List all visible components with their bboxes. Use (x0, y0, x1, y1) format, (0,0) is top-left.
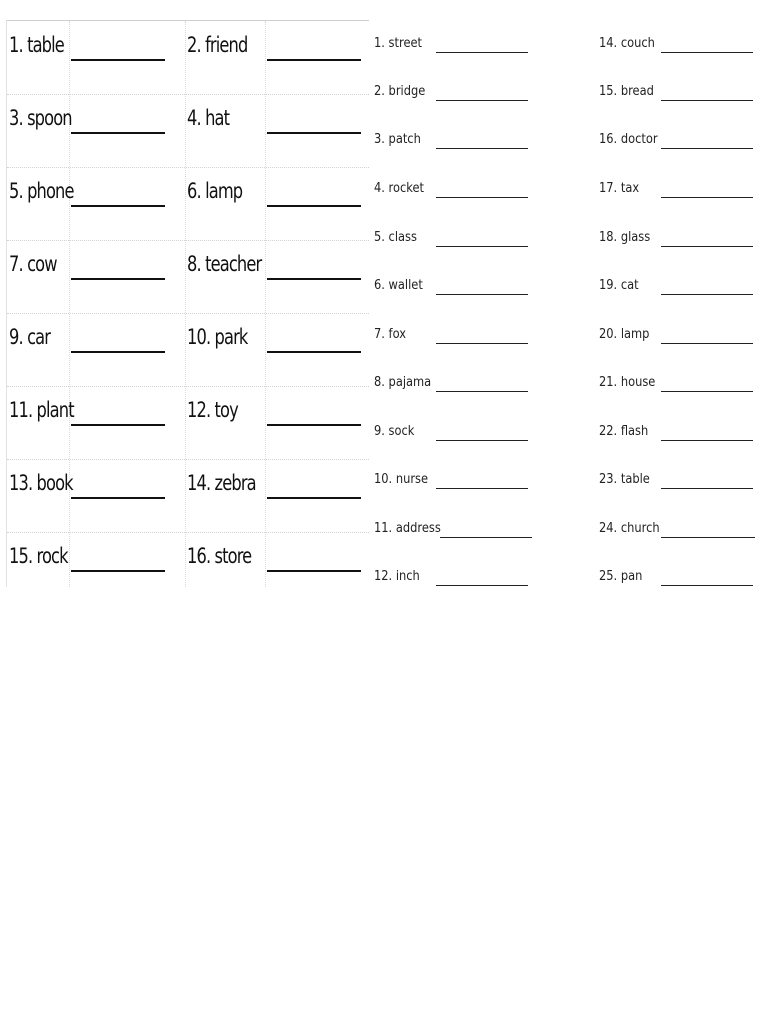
word-item (185, 21, 363, 94)
answer-blank[interactable] (661, 294, 753, 295)
word-label: 3. patch (374, 132, 421, 147)
word-label: 11. plant (9, 398, 74, 422)
answer-blank[interactable] (436, 52, 528, 53)
word-label: 17. tax (599, 181, 640, 196)
word-item (370, 270, 570, 318)
word-item (595, 464, 765, 512)
answer-blank[interactable] (71, 59, 165, 61)
word-item (7, 313, 185, 386)
word-item (7, 532, 185, 605)
word-item (370, 28, 570, 76)
answer-blank[interactable] (661, 246, 753, 247)
answer-blank[interactable] (71, 570, 165, 572)
word-label: 14. couch (599, 36, 655, 51)
word-label: 22. flash (599, 424, 649, 439)
word-item (370, 222, 570, 270)
word-label: 4. hat (187, 106, 230, 130)
word-item (185, 459, 363, 532)
word-item (7, 240, 185, 313)
worksheet-row (7, 21, 369, 95)
worksheet-left (6, 20, 369, 587)
word-label: 16. doctor (599, 132, 658, 147)
word-label: 24. church (599, 521, 660, 536)
word-label: 4. rocket (374, 181, 425, 196)
word-item (595, 76, 765, 124)
word-label: 5. class (374, 230, 417, 245)
answer-blank[interactable] (71, 424, 165, 426)
word-label: 19. cat (599, 278, 639, 293)
word-item (595, 270, 765, 318)
word-item (370, 319, 570, 367)
word-label: 15. bread (599, 84, 654, 99)
word-label: 1. table (9, 33, 64, 57)
word-item (7, 94, 185, 167)
word-item (7, 167, 185, 240)
word-item (185, 386, 363, 459)
answer-blank[interactable] (267, 59, 361, 61)
word-label: 12. toy (187, 398, 238, 422)
word-item (370, 76, 570, 124)
answer-blank[interactable] (267, 205, 361, 207)
word-item (595, 367, 765, 415)
word-label: 16. store (187, 544, 252, 568)
word-label: 12. inch (374, 569, 420, 584)
word-label: 3. spoon (9, 106, 72, 130)
answer-blank[interactable] (661, 488, 753, 489)
word-item (595, 416, 765, 464)
word-item (370, 561, 570, 609)
answer-blank[interactable] (436, 440, 528, 441)
word-label: 8. teacher (187, 252, 262, 276)
word-label: 21. house (599, 375, 656, 390)
word-item (370, 124, 570, 172)
worksheet-row (7, 240, 369, 314)
word-label: 9. sock (374, 424, 415, 439)
answer-blank[interactable] (267, 497, 361, 499)
word-item (7, 386, 185, 459)
word-label: 15. rock (9, 544, 68, 568)
answer-blank[interactable] (71, 278, 165, 280)
word-label: 1. street (374, 36, 423, 51)
word-label: 7. cow (9, 252, 57, 276)
word-item (595, 222, 765, 270)
answer-blank[interactable] (436, 246, 528, 247)
word-label: 6. lamp (187, 179, 243, 203)
answer-blank[interactable] (267, 132, 361, 134)
word-label: 8. pajama (374, 375, 432, 390)
word-item (185, 313, 363, 386)
answer-blank[interactable] (661, 197, 753, 198)
word-label: 13. book (9, 471, 73, 495)
answer-blank[interactable] (436, 343, 528, 344)
answer-blank[interactable] (436, 488, 528, 489)
word-item (370, 367, 570, 415)
word-item (7, 21, 185, 94)
word-label: 6. wallet (374, 278, 423, 293)
word-item (595, 319, 765, 367)
word-label: 5. phone (9, 179, 74, 203)
worksheet-row (7, 167, 369, 241)
word-item (595, 124, 765, 172)
answer-blank[interactable] (440, 537, 532, 538)
worksheet-right (370, 20, 766, 590)
worksheet-row (7, 532, 369, 587)
answer-blank[interactable] (661, 148, 753, 149)
answer-blank[interactable] (267, 278, 361, 280)
word-item (370, 513, 570, 561)
answer-blank[interactable] (436, 585, 528, 586)
worksheet-row (7, 313, 369, 387)
answer-blank[interactable] (661, 537, 755, 538)
answer-blank[interactable] (267, 351, 361, 353)
answer-blank[interactable] (71, 351, 165, 353)
answer-blank[interactable] (436, 294, 528, 295)
word-item (370, 464, 570, 512)
word-item (595, 561, 765, 609)
answer-blank[interactable] (661, 585, 753, 586)
word-item (595, 513, 765, 561)
worksheet-row (7, 459, 369, 533)
word-item (185, 94, 363, 167)
answer-blank[interactable] (267, 424, 361, 426)
answer-blank[interactable] (71, 205, 165, 207)
word-label: 10. park (187, 325, 248, 349)
word-item (7, 459, 185, 532)
word-item (185, 240, 363, 313)
answer-blank[interactable] (436, 148, 528, 149)
answer-blank[interactable] (71, 132, 165, 134)
word-label: 10. nurse (374, 472, 429, 487)
word-label: 2. bridge (374, 84, 426, 99)
worksheet-row (7, 94, 369, 168)
word-item (185, 532, 363, 605)
answer-blank[interactable] (661, 440, 753, 441)
word-label: 7. fox (374, 327, 406, 342)
answer-blank[interactable] (661, 52, 753, 53)
answer-blank[interactable] (661, 343, 753, 344)
answer-blank[interactable] (436, 391, 528, 392)
answer-blank[interactable] (436, 197, 528, 198)
answer-blank[interactable] (71, 497, 165, 499)
answer-blank[interactable] (661, 100, 753, 101)
word-label: 23. table (599, 472, 650, 487)
word-item (370, 173, 570, 221)
word-label: 25. pan (599, 569, 643, 584)
answer-blank[interactable] (436, 100, 528, 101)
answer-blank[interactable] (661, 391, 753, 392)
answer-blank[interactable] (267, 570, 361, 572)
word-item (185, 167, 363, 240)
word-label: 11. address (374, 521, 441, 536)
word-label: 9. car (9, 325, 51, 349)
word-label: 2. friend (187, 33, 248, 57)
word-label: 18. glass (599, 230, 651, 245)
worksheet-row (7, 386, 369, 460)
word-item (370, 416, 570, 464)
word-item (595, 173, 765, 221)
word-label: 20. lamp (599, 327, 650, 342)
word-label: 14. zebra (187, 471, 256, 495)
word-item (595, 28, 765, 76)
